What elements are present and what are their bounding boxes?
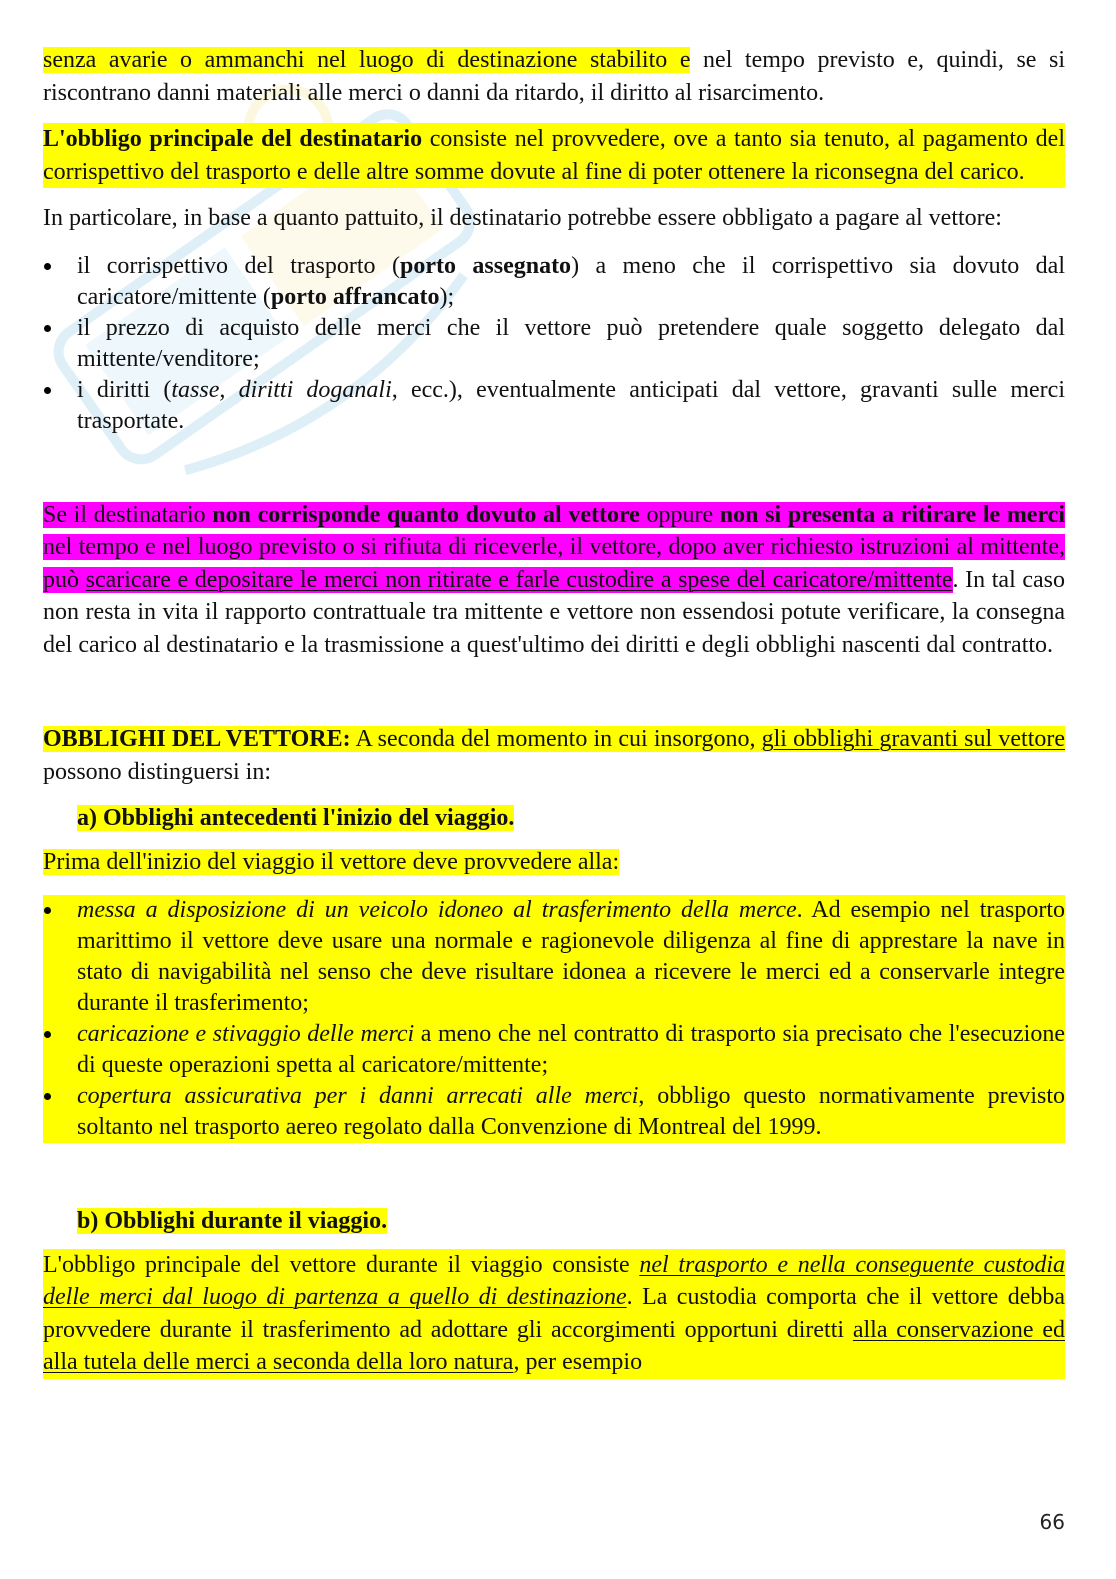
list-item: il prezzo di acquisto delle merci che il vettore può pretendere quale soggetto delegato dal mittente/venditore;	[43, 313, 1065, 375]
paragraph-obbligo-destinatario: L'obbligo principale del destinatario consiste nel provvedere, ove a tanto sia tenuto, al pagamento del corrispettivo del trasporto e delle altre somme dovute al fine di poter ottenere la riconsegna del carico.	[43, 123, 1065, 188]
section-heading: OBBLIGHI DEL VETTORE:	[43, 726, 351, 752]
subheading-a: a) Obblighi antecedenti l'inizio del viaggio.	[77, 805, 515, 831]
list-item: caricazione e stivaggio delle merci a meno che nel contratto di trasporto sia precisato che l'esecuzione di queste operazioni spetta al caricatore/mittente;	[43, 1019, 1065, 1081]
obligations-before-list	[43, 895, 1065, 1143]
subheading-b: b) Obblighi durante il viaggio.	[77, 1207, 388, 1234]
payment-list	[43, 251, 1065, 437]
list-item: i diritti (tasse, diritti doganali, ecc.), eventualmente anticipati dal vettore, gravanti sulle merci trasportate.	[43, 375, 1065, 437]
list-item: il corrispettivo del trasporto (porto assegnato) a meno che il corrispettivo sia dovuto dal caricatore/mittente (porto affrancato);	[43, 251, 1065, 313]
list-item: copertura assicurativa per i danni arrecati alle merci, obbligo questo normativamente previsto soltanto nel trasporto aereo regolato dalla Convenzione di Montreal del 1999.	[43, 1081, 1065, 1143]
list-item: messa a disposizione di un veicolo idoneo al trasferimento della merce. Ad esempio nel trasporto marittimo il vettore deve usare una normale e ragionevole diligenza al fine di apprestare la nave in stato di navigabilità nel senso che deve risultare idonea a ricevere le merci ed a conservarle integre durante il trasferimento;	[43, 895, 1065, 1019]
paragraph-continuation: senza avarie o ammanchi nel luogo di destinazione stabilito e nel tempo previsto e, quindi, se si riscontrano danni materiali alle merci o danni da ritardo, il diritto al risarcimento.	[43, 47, 1065, 106]
document-page	[43, 44, 1065, 1379]
page-number: 66	[1039, 1510, 1065, 1534]
paragraph-in-particolare: In particolare, in base a quanto pattuito, il destinatario potrebbe essere obbligato a pagare al vettore:	[43, 205, 1002, 231]
paragraph-durante-viaggio: L'obbligo principale del vettore durante il viaggio consiste nel trasporto e nella conseguente custodia delle merci dal luogo di partenza a quello di destinazione. La custodia comporta che il vettore debba provvedere durante il trasferimento ad adottare gli accorgimenti opportuni diretti alla conservazione ed alla tutela delle merci a seconda della loro natura, per esempio	[43, 1249, 1065, 1379]
paragraph-mancato-ritiro: Se il destinatario non corrisponde quanto dovuto al vettore oppure non si presenta a ritirare le merci nel tempo e nel luogo previsto o si rifiuta di riceverle, il vettore, dopo aver richiesto istruzioni al mittente, può scaricare e depositare le merci non ritirate e farle custodire a spese del caricatore/mittente. In tal caso non resta in vita il rapporto contrattuale tra mittente e vettore non essendosi potute verificare, la consegna del carico al destinatario e la trasmissione a quest'ultimo dei diritti e degli obblighi nascenti dal contratto.	[43, 501, 1066, 658]
section-obblighi-vettore: OBBLIGHI DEL VETTORE: A seconda del momento in cui insorgono, gli obblighi gravanti sul vettore possono distinguersi in:	[43, 726, 1066, 785]
paragraph-prima-viaggio: Prima dell'inizio del viaggio il vettore deve provvedere alla:	[43, 849, 620, 875]
